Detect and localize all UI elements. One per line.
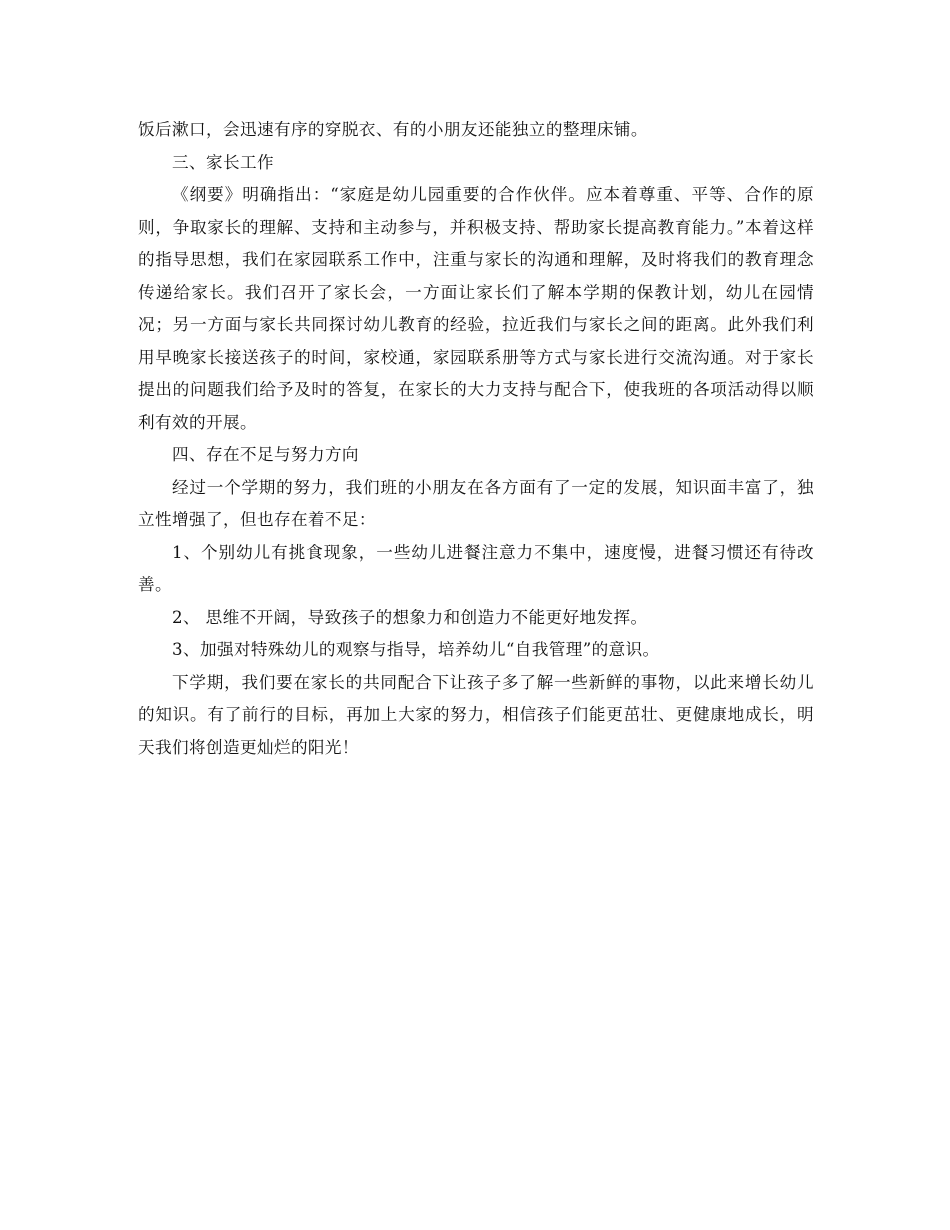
paragraph-continuation: 饭后漱口，会迅速有序的穿脱衣、有的小朋友还能独立的整理床铺。: [138, 120, 648, 139]
section-heading-parent-work: 三、家长工作: [172, 152, 274, 172]
paragraph-conclusion: 下学期，我们要在家长的共同配合下让孩子多了解一些新鲜的事物，以此来增长幼儿的知识。有了前行的目标，再加上大家的努力，相信孩子们能更茁壮、更健康地成长，明天我们将创造更灿烂的阳光！: [138, 672, 814, 757]
section-heading-shortcomings: 四、存在不足与努力方向: [172, 445, 359, 464]
list-item-2: 2、 思维不开阔，导致孩子的想象力和创造力不能更好地发挥。: [172, 607, 648, 627]
list-item-1: 1、个别幼儿有挑食现象，一些幼儿进餐注意力不集中，速度慢，进餐习惯还有待改善。: [138, 542, 814, 594]
paragraph-parent-work: 《纲要》明确指出：“家庭是幼儿园重要的合作伙伴。应本着尊重、平等、合作的原则，争取家长的理解、支持和主动参与，并积极支持、帮助家长提高教育能力。”本着这样的指导思想，我们在家园联系工作中，注重与家长的沟通和理解，及时将我们的教育理念传递给家长。我们召开了家长会，一方面让家长们了解本学期的保教计划，幼儿在园情况；另一方面与家长共同探讨幼儿教育的经验，拉近我们与家长之间的距离。此外我们利用早晚家长接送孩子的时间，家校通，家园联系册等方式与家长进行交流沟通。对于家长提出的问题我们给予及时的答复，在家长的大力支持与配合下，使我班的各项活动得以顺利有效的开展。: [138, 185, 814, 432]
paragraph-shortcomings-intro: 经过一个学期的努力，我们班的小朋友在各方面有了一定的发展，知识面丰富了，独立性增强了，但也存在着不足：: [138, 477, 814, 529]
document-body: [138, 114, 814, 764]
list-item-3: 3、加强对特殊幼儿的观察与指导，培养幼儿“自我管理”的意识。: [172, 640, 660, 659]
